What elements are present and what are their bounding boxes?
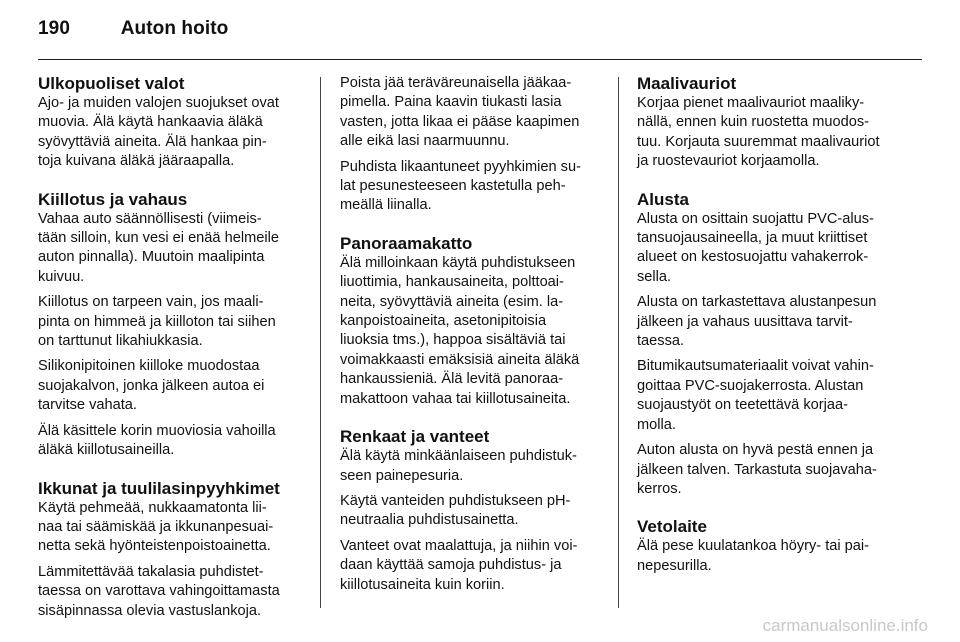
section-heading: Ikkunat ja tuulilasinpyyhkimet [38,478,280,498]
section-heading: Vetolaite [637,517,707,537]
paragraph: Kiillotus on tarpeen vain, jos maali- pinta on himmeä ja kiilloton tai siihen on tarttunut likahiukkasia. [38,294,276,350]
paragraph: Älä käsittele korin muoviosia vahoilla äläkä kiillotusaineilla. [38,422,276,459]
page-title: Auton hoito [120,18,229,39]
paragraph: Vahaa auto säännöllisesti (viimeis- tään silloin, kun vesi ei enää helmeile auton pinnalla). Muutoin maalipinta kuivuu. [38,210,279,285]
paragraph: Käytä vanteiden puhdistukseen pH- neutraalia puhdistusainetta. [340,492,571,529]
paragraph: Poista jää teräväreunaisella jääkaa- pimella. Paina kaavin tiukasti lasia vasten, jotta likaa ei pääse kaapimen alle eikä lasi naarmuunnu. [340,75,580,150]
paragraph: Auton alusta on hyvä pestä ennen ja jälkeen talven. Tarkastuta suojavaha- kerros. [637,442,877,497]
column-2 [340,74,608,601]
paragraph: Vanteet ovat maalattuja, ja niihin voi- daan käyttää samoja puhdistus- ja kiillotusaineita kuin koriin. [340,537,578,593]
section-heading: Ulkopuoliset valot [38,74,185,93]
header-rule [38,59,922,60]
page-header [38,18,228,40]
paragraph: Älä milloinkaan käytä puhdistukseen liuottimia, hankausaineita, polttoai- neita, syövyttäviä aineita (esim. la- kanpoistoaineita, asetonipitoisia liuoksia tms.), happoa sisältäviä tai voimakkaasti emäksisiä aineita äläkä hankaussieniä. Älä levitä panoraa- makattoon vahaa tai kiillotusaineita. [340,254,580,407]
paragraph: Silikonipitoinen kiilloke muodostaa suojakalvon, jonka jälkeen autoa ei tarvitse vahata. [38,358,265,414]
column-divider [320,77,321,608]
paragraph: Alusta on osittain suojattu PVC-alus- tansuojausaineella, ja muut kriittiset alueet on kestosuojattu vahakerrok- sella. [637,210,874,285]
column-1 [38,74,306,627]
paragraph: Alusta on tarkastettava alustanpesun jälkeen ja vahaus uusittava tarvit- taessa. [637,294,877,350]
section-heading: Kiillotus ja vahaus [38,189,188,209]
paragraph: Korjaa pienet maalivauriot maaliky- nällä, ennen kuin ruostetta muodos- tuu. Korjauta suuremmat maalivauriot ja ruostevauriot korjaamolla. [637,95,880,170]
paragraph: Lämmitettävää takalasia puhdistet- taessa on varottava vahingoittamasta sisäpinnassa olevia vastuslankoja. [38,563,280,619]
paragraph: Bitumikautsumateriaalit voivat vahin- goittaa PVC-suojakerrosta. Alustan suojaustyöt on teetettävä korjaa- molla. [637,358,874,433]
section-heading: Maalivauriot [637,74,737,93]
section-heading: Panoraamakatto [340,233,473,253]
section-heading: Alusta [637,189,689,209]
paragraph: Käytä pehmeää, nukkaamatonta lii- naa tai säämiskää ja ikkunanpesuai- netta sekä hyönteistenpoistoainetta. [38,499,274,555]
paragraph: Älä pese kuulatankoa höyry- tai pai- nepesurilla. [637,538,870,574]
page-number: 190 [38,18,71,39]
watermark: carmanualsonline.info [762,616,928,635]
paragraph: Puhdista likaantuneet pyyhkimien su- lat pesunesteeseen kastetulla peh- meällä liinalla. [340,158,581,214]
column-3 [637,74,907,582]
column-divider [618,77,619,608]
section-heading: Renkaat ja vanteet [340,427,490,447]
paragraph: Älä käytä minkäänlaiseen puhdistuk- seen painepesuria. [340,448,577,484]
paragraph: Ajo- ja muiden valojen suojukset ovat muovia. Älä käytä hankaavia äläkä syövyttäviä aineita. Älä hankaa pin- toja kuivana äläkä jääraapalla. [38,95,279,170]
